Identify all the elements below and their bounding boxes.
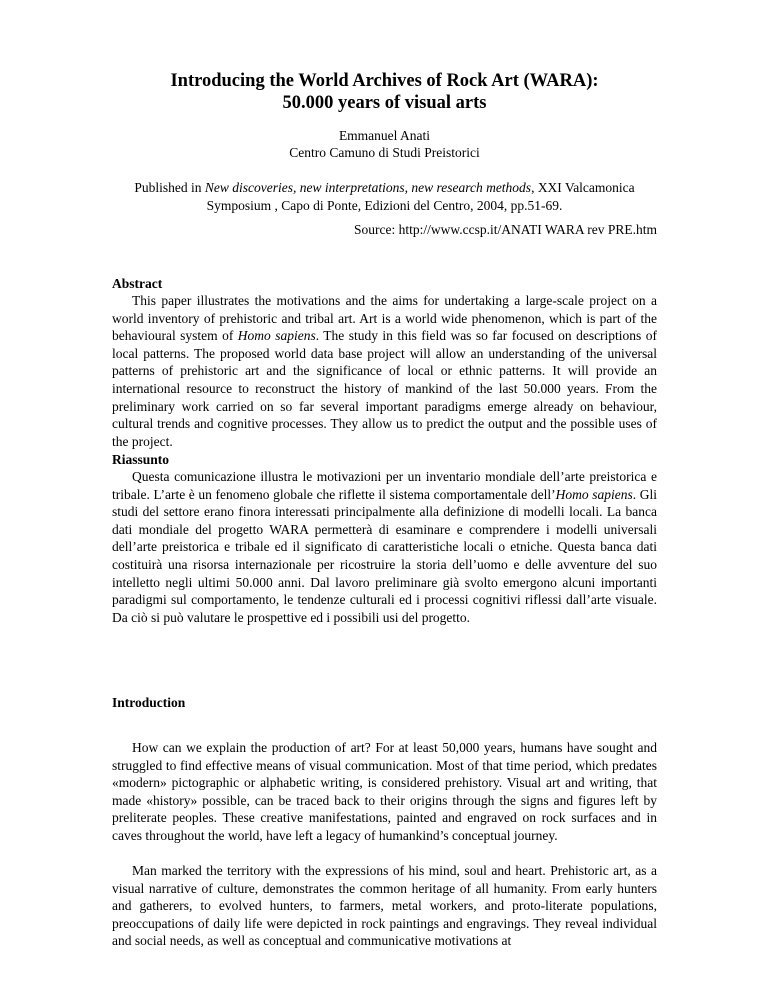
introduction-heading: Introduction — [112, 695, 186, 710]
publication-info — [112, 179, 657, 215]
publication-journal: New discoveries, new interpretations, new research methods — [204, 180, 532, 195]
abstract-italic-term: Homo sapiens — [237, 328, 316, 344]
riassunto-text-part-1: Questa comunicazione illustra le motivazioni per un inventario mondiale dell’arte preistorica e tribale. L’arte è un fenomeno globale che riflette il sistema comportamentale dell’ — [112, 469, 657, 502]
abstract-text-part-2: . The study in this field was so far focused on descriptions of local patterns. The proposed world data base project will allow an understanding of the universal patterns of prehistoric art and the significance of local or ethnic patterns. It will provide an international resource to reconstruct the history of mankind of the last 50.000 years. From the preliminary work carried on so far several important paradigms emerge already on behaviour, cultural trends and cognitive processes. They allow us to predict the output and the possible uses of the project. — [112, 328, 657, 449]
introduction-paragraph-2: Man marked the territory with the expressions of his mind, soul and heart. Prehistoric art, as a visual narrative of culture, demonstrates the common heritage of all humanity. From early hunters and gatherers, to evolved hunters, to farmers, metal workers, and proto-literate populations, preoccupations of daily life were depicted in rock paintings and engravings. They reveal individual and social needs, as well as conceptual and communicative motivations at — [112, 863, 657, 949]
abstract-text-part-1: This paper illustrates the motivations and the aims for undertaking a large-scale project on a world inventory of prehistoric and tribal art. Art is a world wide phenomenon, which is part of the behavioural system of — [112, 293, 657, 344]
paper-title-line-2: 50.000 years of visual arts — [282, 93, 487, 113]
publication-prefix: Published in — [134, 180, 205, 195]
riassunto-heading: Riassunto — [112, 452, 170, 467]
publication-line-2: Symposium , Capo di Ponte, Edizioni del Centro, 2004, pp.51-69. — [206, 198, 563, 213]
riassunto-text — [112, 468, 657, 626]
paper-title — [112, 70, 657, 114]
author-affiliation: Centro Camuno di Studi Preistorici — [289, 145, 480, 160]
riassunto-text-part-2: . Gli studi del settore erano finora interessati principalmente alla definizione di modelli locali. La banca dati mondiale del progetto WARA permetterà di esaminare e comprendere i modelli universali dell’arte preistorica e tribale ed il significato di caratteristiche locali o etniche. Questa banca dati costituirà una risorsa internazionale per ricostruire la storia dell’uomo e delle avventure del suo intelletto negli ultimi 50.000 anni. Dal lavoro preliminare già svolto emergono alcuni importanti paradigmi sul comportamento, le tendenze culturali ed i processi cognitivi riflessi dall’arte visuale. Da ciò si può valutare le prospettive ed i possibili usi del progetto. — [112, 486, 657, 625]
riassunto-italic-term: Homo sapiens — [555, 486, 633, 502]
author-block — [112, 127, 657, 161]
abstract-heading: Abstract — [112, 276, 163, 291]
introduction-paragraph-1: How can we explain the production of art? For at least 50,000 years, humans have sought and struggled to find effective means of visual communication. Most of that time period, which predates «modern» pictographic or alphabetic writing, is considered prehistory. Visual art and writing, that made «history» possible, can be traced back to their origins through the signs and figures left by preliterate peoples. These creative manifestations, painted and engraved on rock surfaces and in caves throughout the world, have left a legacy of humankind’s conceptual journey. — [112, 740, 657, 843]
author-name: Emmanuel Anati — [338, 128, 431, 143]
paper-title-line-1: Introducing the World Archives of Rock Art (WARA): — [170, 71, 599, 91]
source-line: Source: http://www.ccsp.it/ANATI WARA rev PRE.htm — [354, 222, 657, 237]
publication-line-1 — [112, 179, 657, 197]
abstract-text — [112, 292, 657, 450]
publication-suffix: , XXI Valcamonica — [531, 180, 635, 195]
